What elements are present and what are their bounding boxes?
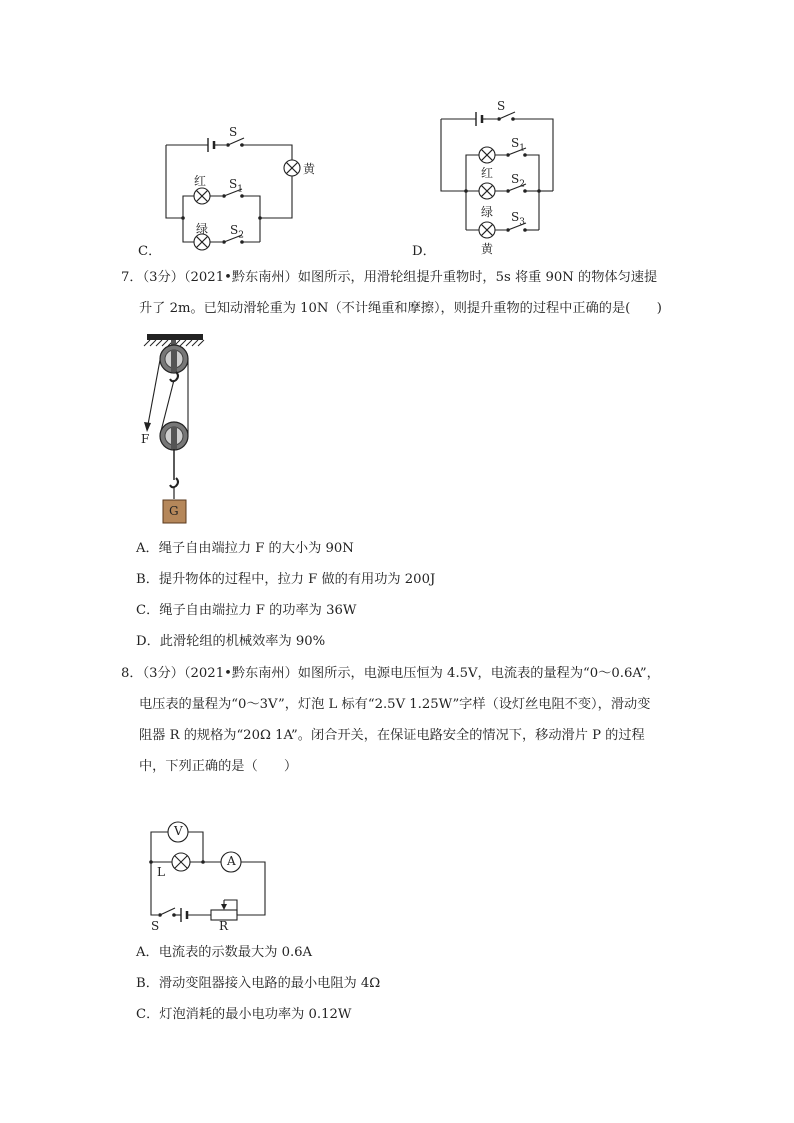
q7-option-a: A．绳子自由端拉力 F 的大小为 90N [136,541,354,556]
q8-option-c: C．灯泡消耗的最小电功率为 0.12W [136,1007,352,1022]
q7-stem-line2: 升了 2m。已知动滑轮重为 10N（不计绳重和摩擦），则提升重物的过程中正确的是( ) [139,301,662,316]
circuit-d-yellow-label: 黄 [481,242,494,256]
circuit-c-option-label: C． [138,244,162,259]
circuit-d-s3-label: $S_3$ [511,210,525,228]
switch-label: S [151,919,160,933]
q7-option-c: C．绳子自由端拉力 F 的功率为 36W [136,603,357,618]
q8-stem-line1: 8．（3分）（2021•黔东南州）如图所示，电源电压恒为 4.5V，电流表的量程为“0～0.6A”， [121,666,660,681]
q8-option-a: A．电流表的示数最大为 0.6A [136,945,313,960]
force-label: F [141,432,150,446]
q8-stem-line3: 阻器 R 的规格为“20Ω 1A”。闭合开关，在保证电路安全的情况下，移动滑片 P 的过程 [139,728,645,743]
circuit-d-green-label: 绿 [481,205,494,219]
circuit-c-s2-label: $S_2$ [230,223,244,241]
circuit-c-red-label: 红 [194,174,207,188]
circuit-d-red-label: 红 [481,166,494,180]
circuit-c-switch-label: S [229,125,238,139]
voltmeter-label: V [174,824,183,838]
circuit-d-switch-label: S [497,99,506,113]
weight-label: G [169,504,179,518]
circuit-d-s1-label: $S_1$ [511,136,525,154]
q8-stem-line4: 中，下列正确的是（ ） [139,759,298,774]
q8-option-b: B．滑动变阻器接入电路的最小电阻为 4Ω [136,976,381,991]
q8-stem-line2: 电压表的量程为“0～3V”，灯泡 L 标有“2.5V 1.25W”字样（设灯丝电阻不变），滑动变 [139,697,651,712]
circuit-d-s2-label: $S_2$ [511,172,525,190]
circuit-c-yellow-label: 黄 [303,162,316,176]
q7-stem-line1: 7．（3分）（2021•黔东南州）如图所示，用滑轮组提升重物时，5s 将重 90N 的物体匀速提 [121,270,658,285]
circuit-c-s1-label: $S_1$ [229,177,243,195]
q7-option-b: B．提升物体的过程中，拉力 F 做的有用功为 200J [136,572,436,587]
q7-option-d: D．此滑轮组的机械效率为 90% [136,634,326,649]
rheostat-label: R [219,919,229,933]
ammeter-label: A [227,854,236,868]
circuit-c-green-label: 绿 [196,222,209,236]
lamp-label: L [157,865,165,879]
circuit-d-option-label: D． [412,244,436,259]
